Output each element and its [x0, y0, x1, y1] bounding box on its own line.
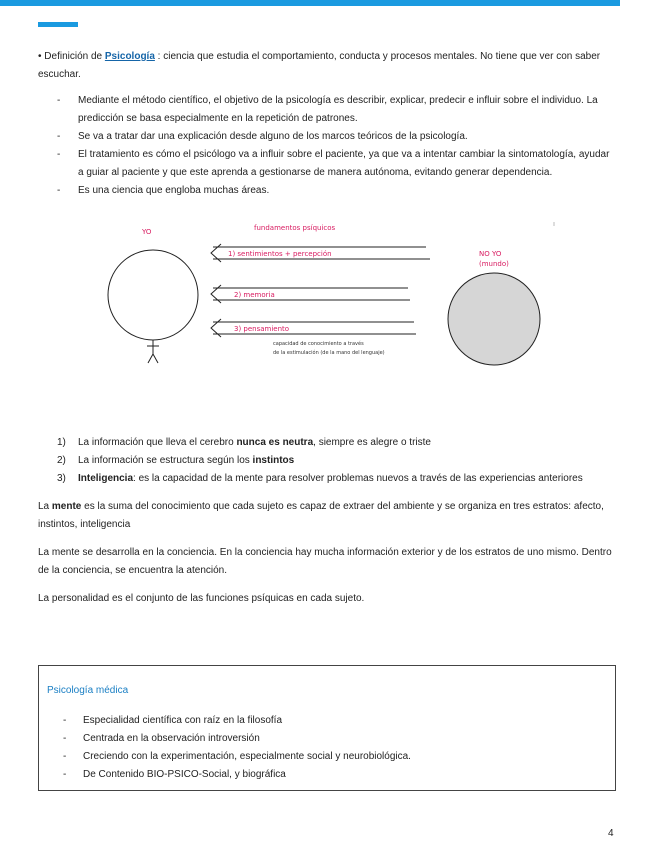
list-item: - Especialidad científica con raíz en la filosofía	[45, 712, 605, 730]
list-item	[38, 434, 616, 452]
no-yo-sublabel: (mundo)	[479, 260, 509, 268]
psicologia-medica-box	[38, 665, 616, 791]
yo-label: YO	[142, 228, 152, 236]
list-number: 3)	[57, 473, 66, 484]
mente-bold: mente	[51, 501, 82, 512]
yo-circle	[108, 250, 198, 340]
list-item	[38, 452, 616, 470]
yo-noyo-diagram	[38, 222, 616, 434]
definition-prefix: • Definición de	[38, 51, 105, 62]
mente-text: es la suma del conocimiento que cada sujeto es capaz de extraer del ambiente y se organiza en tres estratos: afecto, instintos, inteligencia	[38, 501, 604, 530]
item-text: La información se estructura según los	[78, 455, 253, 466]
no-yo-label: NO YO	[479, 250, 502, 258]
list-item: - Es una ciencia que engloba muchas áreas.	[38, 182, 616, 200]
item-text: : es la capacidad de la mente para resolver problemas nuevos a través de las experiencias anteriores	[133, 473, 583, 484]
no-yo-circle	[448, 273, 540, 365]
arrow2-label: 2) memoria	[234, 291, 275, 299]
conciencia-paragraph: La mente se desarrolla en la conciencia. En la conciencia hay mucha información exterior y de los estratos de uno mismo. Dentro de la conciencia, se encuentra la atención.	[38, 547, 612, 576]
top-accent-bar	[0, 0, 620, 6]
diagram-svg	[38, 222, 616, 434]
box-list	[45, 712, 605, 784]
item-bold: Inteligencia	[78, 473, 134, 484]
mente-paragraph	[38, 498, 616, 534]
list-item: - Creciendo con la experimentación, especialmente social y neurobiológica.	[45, 748, 605, 766]
item-bold: nunca es neutra	[236, 437, 314, 448]
list-item: - De Contenido BIO-PSICO-Social, y biográfica	[45, 766, 605, 784]
personalidad-paragraph: La personalidad es el conjunto de las funciones psíquicas en cada sujeto.	[38, 593, 365, 604]
mente-text: La	[38, 501, 52, 512]
arrow3-label: 3) pensamiento	[234, 325, 290, 333]
definition-paragraph	[38, 48, 616, 84]
numbered-list	[38, 434, 616, 488]
item-bold: instintos	[252, 455, 295, 466]
box-title: Psicología médica	[47, 685, 129, 696]
header-accent-mark	[38, 22, 78, 27]
list-item: - El tratamiento es cómo el psicólogo va a influir sobre el paciente, ya que va a intentar cambiar la sintomatología, ayudar a guiar al paciente y que este aprenda a gestionarse de manera autónoma, evitando generar dependencia.	[38, 146, 616, 182]
list-item: - Mediante el método científico, el objetivo de la psicología es describir, explicar, predecir e influir sobre el individuo. La predicción se basa especialmente en la repetición de patrones.	[38, 92, 616, 128]
list-item: - Se va a tratar dar una explicación desde alguno de los marcos teóricos de la psicología.	[38, 128, 616, 146]
arrow3-note-line2: de la estimulación (de la mano del lenguaje)	[273, 350, 385, 356]
page-content	[38, 48, 616, 608]
definition-bullets	[38, 92, 616, 200]
list-item	[38, 470, 616, 488]
psicologia-link[interactable]: Psicología	[104, 51, 155, 62]
list-number: 2)	[57, 455, 66, 466]
arrow3-note-line1: capacidad de conocimiento a través	[273, 341, 364, 347]
definition-suffix: : ciencia que estudia el comportamiento, conducta y procesos mentales. No tiene que ver con saber escuchar.	[38, 51, 601, 80]
fundamentos-label: fundamentos psíquicos	[254, 224, 336, 232]
item-text: , siempre es alegre o triste	[313, 437, 431, 448]
list-item: - Centrada en la observación introversión	[45, 730, 605, 748]
list-number: 1)	[57, 437, 66, 448]
item-text: La información que lleva el cerebro	[78, 437, 237, 448]
page-number: 4	[608, 828, 614, 839]
arrow1-label: 1) sentimientos + percepción	[228, 250, 332, 258]
stick-figure-icon	[147, 340, 159, 363]
